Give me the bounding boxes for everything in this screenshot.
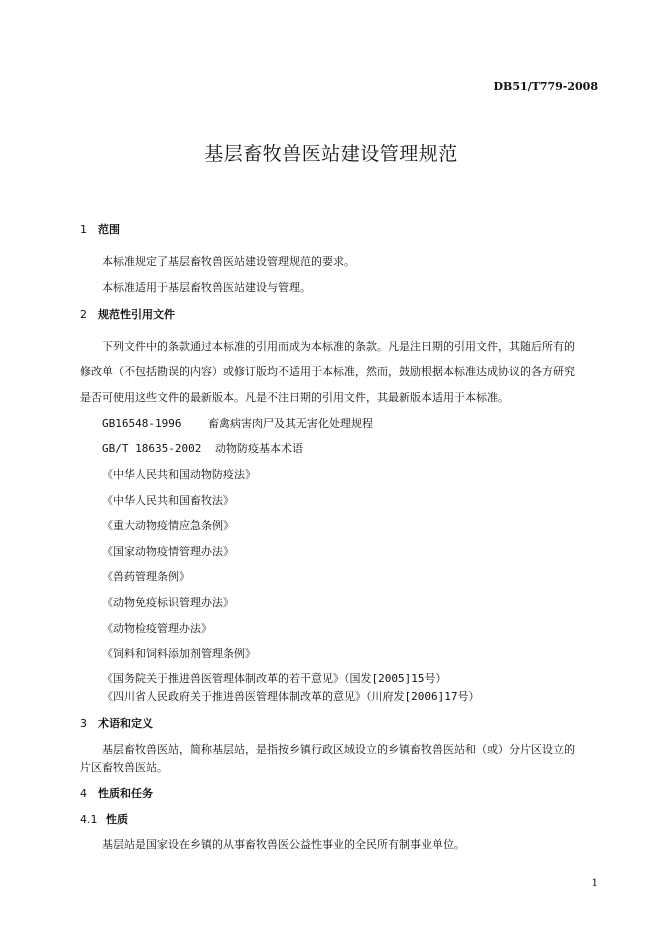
law-item: 《饲料和饲料添加剂管理条例》 [102,647,256,660]
section-title: 规范性引用文件 [98,308,175,321]
page-title: 基层畜牧兽医站建设管理规范 [204,143,458,165]
law-item: 《动物免疫标识管理办法》 [102,596,234,609]
paragraph-line: 片区畜牧兽医站。 [80,761,168,774]
paragraph: 本标准规定了基层畜牧兽医站建设管理规范的要求。 [102,255,355,268]
paragraph-line: 基层畜牧兽医站，简称基层站，是指按乡镇行政区域设立的乡镇畜牧兽医站和（或）分片区设立的 [102,743,575,756]
opinion-item [102,670,446,686]
reference-item [102,440,303,456]
opinion-item [102,688,479,704]
opinion-ref: （国发[2005]15号） [344,672,447,685]
section-number: 2 [80,308,87,321]
page-number: 1 [591,878,598,889]
law-item: 《中华人民共和国畜牧法》 [102,494,234,507]
section-2-heading [80,306,175,322]
paragraph-line: 是否可使用这些文件的最新版本。凡是不注日期的引用文件，其最新版本适用于本标准。 [80,391,509,404]
reference-title: 畜禽病害肉尸及其无害化处理规程 [208,417,373,430]
section-number: 4.1 [80,813,98,826]
document-code: DB51/T779-2008 [493,80,598,93]
law-item: 《国家动物疫情管理办法》 [102,545,234,558]
reference-title: 动物防疫基本术语 [215,442,303,455]
law-item: 《重大动物疫情应急条例》 [102,519,234,532]
paragraph-line: 下列文件中的条款通过本标准的引用而成为本标准的条款。凡是注日期的引用文件，其随后所有的 [102,340,575,353]
section-4-heading [80,785,153,801]
paragraph-line: 修改单（不包括勘误的内容）或修订版均不适用于本标准，然而，鼓励根据本标准达成协议的各方研究 [80,365,575,378]
law-item: 《动物检疫管理办法》 [102,622,212,635]
reference-code: GB/T 18635-2002 [102,442,202,455]
opinion-title: 《四川省人民政府关于推进兽医管理体制改革的意见》 [102,690,366,703]
section-number: 4 [80,787,87,800]
section-number: 3 [80,717,87,730]
paragraph: 基层站是国家设在乡镇的从事畜牧兽医公益性事业的全民所有制事业单位。 [102,838,465,851]
section-number: 1 [80,223,87,236]
section-title: 性质 [106,813,128,826]
subsection-4-1-heading [80,811,128,827]
reference-item [102,415,373,431]
law-item: 《兽药管理条例》 [102,570,190,583]
paragraph: 本标准适用于基层畜牧兽医站建设与管理。 [102,281,311,294]
section-3-heading [80,715,153,731]
reference-code: GB16548-1996 [102,417,182,430]
law-item: 《中华人民共和国动物防疫法》 [102,468,256,481]
section-title: 范围 [98,223,120,236]
section-title: 性质和任务 [98,787,153,800]
section-1-heading [80,221,120,237]
opinion-ref: （川府发[2006]17号） [366,690,480,703]
section-title: 术语和定义 [98,717,153,730]
opinion-title: 《国务院关于推进兽医管理体制改革的若干意见》 [102,672,344,685]
